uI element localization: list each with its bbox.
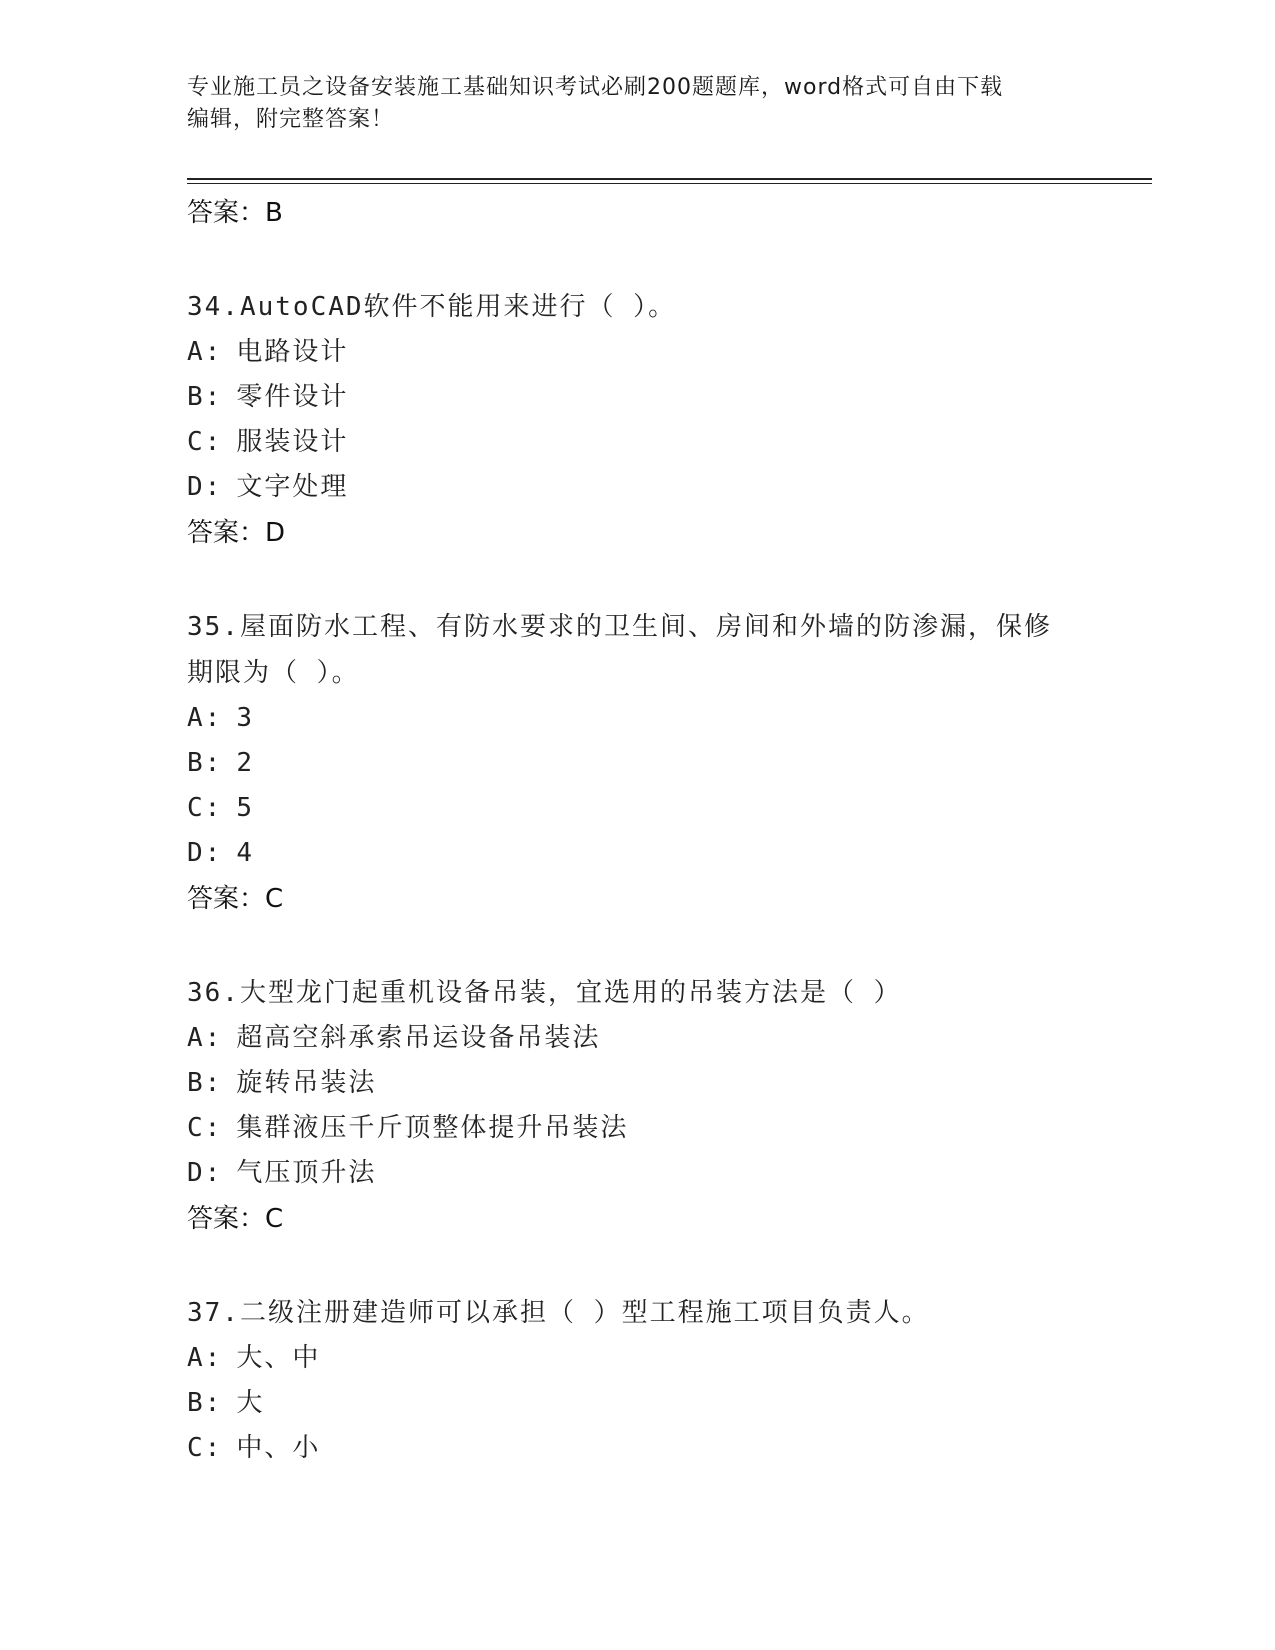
option-b xyxy=(187,1061,1087,1106)
option-text: 气压顶升法 xyxy=(236,1158,377,1188)
option-key: D: xyxy=(187,1158,223,1188)
option-c xyxy=(187,786,1087,831)
option-a xyxy=(187,1016,1087,1061)
header-divider xyxy=(187,178,1152,180)
option-text: 2 xyxy=(236,748,254,778)
option-key: C: xyxy=(187,1433,223,1463)
answer: 答案：C xyxy=(187,1204,284,1234)
option-text: 旋转吊装法 xyxy=(236,1068,377,1098)
option-key: D: xyxy=(187,472,223,502)
question-block xyxy=(187,1290,1087,1471)
document-content xyxy=(187,190,1087,1471)
option-key: A: xyxy=(187,703,223,733)
option-text: 零件设计 xyxy=(236,382,349,412)
option-key: B: xyxy=(187,382,223,412)
question-title: 37.二级注册建造师可以承担（ ）型工程施工项目负责人。 xyxy=(187,1298,930,1328)
option-d xyxy=(187,465,1087,510)
option-a xyxy=(187,330,1087,375)
option-text: 电路设计 xyxy=(236,337,349,367)
question-block xyxy=(187,970,1087,1242)
option-text: 超高空斜承索吊运设备吊装法 xyxy=(236,1023,601,1053)
option-a xyxy=(187,1336,1087,1381)
option-b xyxy=(187,741,1087,786)
option-c xyxy=(187,1106,1087,1151)
option-key: A: xyxy=(187,1343,223,1373)
header-line-2: 编辑，附完整答案！ xyxy=(187,107,395,132)
option-key: A: xyxy=(187,1023,223,1053)
question-block xyxy=(187,284,1087,556)
header-line-1: 专业施工员之设备安装施工基础知识考试必刷200题题库，word格式可自由下载 xyxy=(187,75,1004,100)
option-key: C: xyxy=(187,1113,223,1143)
document-header xyxy=(187,72,1087,136)
question-block xyxy=(187,604,1087,922)
option-key: B: xyxy=(187,1388,223,1418)
option-b xyxy=(187,375,1087,420)
option-c xyxy=(187,420,1087,465)
option-d xyxy=(187,831,1087,876)
option-c xyxy=(187,1426,1087,1471)
question-title: 36.大型龙门起重机设备吊装，宜选用的吊装方法是（ ） xyxy=(187,978,902,1008)
option-text: 集群液压千斤顶整体提升吊装法 xyxy=(236,1113,629,1143)
header-divider-thin xyxy=(187,183,1152,184)
question-title: 34.AutoCAD软件不能用来进行（ ）。 xyxy=(187,292,677,322)
answer: 答案：C xyxy=(187,884,284,914)
option-text: 4 xyxy=(236,838,254,868)
option-d xyxy=(187,1151,1087,1196)
question-title: 35.屋面防水工程、有防水要求的卫生间、房间和外墙的防渗漏，保修 xyxy=(187,612,1052,642)
option-text: 服装设计 xyxy=(236,427,349,457)
option-text: 5 xyxy=(236,793,254,823)
answer: 答案：D xyxy=(187,518,286,548)
option-text: 中、小 xyxy=(236,1433,321,1463)
option-a xyxy=(187,696,1087,741)
option-text: 大 xyxy=(236,1388,265,1418)
option-b xyxy=(187,1381,1087,1426)
option-key: C: xyxy=(187,427,223,457)
option-key: C: xyxy=(187,793,223,823)
option-key: B: xyxy=(187,1068,223,1098)
option-key: B: xyxy=(187,748,223,778)
option-text: 文字处理 xyxy=(236,472,349,502)
option-key: D: xyxy=(187,838,223,868)
previous-answer: 答案：B xyxy=(187,198,283,228)
option-key: A: xyxy=(187,337,223,367)
question-title-continued: 期限为（ ）。 xyxy=(187,658,360,688)
option-text: 大、中 xyxy=(236,1343,321,1373)
option-text: 3 xyxy=(236,703,254,733)
